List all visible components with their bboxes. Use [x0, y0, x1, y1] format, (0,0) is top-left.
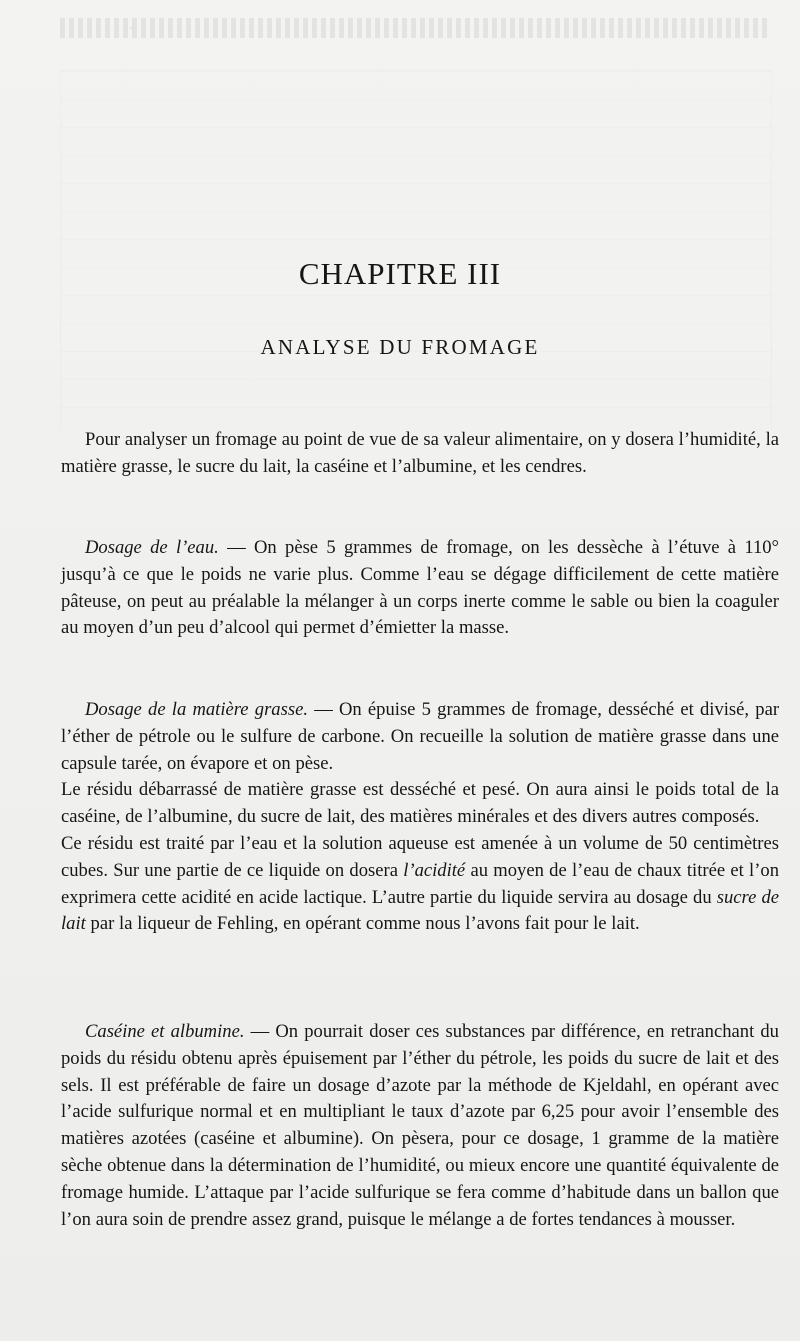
- intro-paragraph: Pour analyser un fromage au point de vue de sa valeur alimentaire, on y dosera l’humidité, la matière grasse, le sucre du lait, la caséine et l’albumine, et les cendres.: [61, 429, 779, 477]
- fat-dosage-heading: Dosage de la matière grasse.: [85, 699, 308, 720]
- water-dosage-paragraph: [61, 535, 779, 642]
- residue-paragraph-2-part-a: Ce résidu est traité par l’eau et la solution aqueuse est amenée à un volume de 50 centimètres cubes. Sur une partie de ce liquide on dosera: [61, 832, 779, 881]
- fat-dosage-block: [61, 697, 779, 938]
- show-through-table: [60, 70, 772, 431]
- show-through-header: [60, 18, 770, 38]
- casein-albumin-heading: Caséine et albumine.: [85, 1021, 245, 1042]
- milk-sugar-term: sucre de lait: [61, 886, 779, 935]
- residue-paragraph-2-part-e: par la liqueur de Fehling, en opérant comme nous l’avons fait pour le lait.: [85, 913, 640, 935]
- chapter-title: CHAPITRE III: [298, 256, 502, 291]
- section-title: ANALYSE DU FROMAGE: [260, 335, 540, 359]
- water-dosage-heading: Dosage de l’eau.: [85, 537, 219, 558]
- casein-albumin-body: — On pourrait doser ces substances par différence, en retranchant du poids du résidu obtenu après épuisement par l’éther du pétrole, les poids du sucre de lait et des sels. Il est préférable de faire un dosage d’azote par la méthode de Kjeldahl, en opérant avec l’acide sulfurique normal et en multipliant le taux d’azote par 6,25 pour avoir l’ensemble des matières azotées (caséine et albumine). On pèsera, pour ce dosage, 1 gramme de la matière sèche obtenue dans la détermination de l’humidité, ou mieux encore une quantité équivalente de fromage humide. L’attaque par l’acide sulfurique se fera comme d’habitude dans un ballon que l’on aura soin de prendre assez grand, puisque le mélange a de fortes tendances à mousser.: [61, 1021, 779, 1230]
- acidity-term: l’acidité: [403, 859, 466, 881]
- fat-dosage-body: — On épuise 5 grammes de fromage, desséché et divisé, par l’éther de pétrole ou le sulfure de carbone. On recueille la solution de matière grasse dans une capsule tarée, on évapore et on pèse.: [61, 699, 780, 774]
- casein-albumin-paragraph: [61, 1019, 779, 1233]
- residue-paragraph-2-part-c: au moyen de l’eau de chaux titrée et l’on exprimera cette acidité en acide lactique. L’autre partie du liquide servira au dosage du: [61, 859, 779, 908]
- residue-paragraph-1: Le résidu débarrassé de matière grasse est desséché et pesé. On aura ainsi le poids total de la caséine, de l’albumine, du sucre de lait, des matières minérales et des divers autres composés.: [61, 779, 779, 828]
- water-dosage-body: — On pèse 5 grammes de fromage, on les dessèche à l’étuve à 110° jusqu’à ce que le poids ne varie plus. Comme l’eau se dégage difficilement de cette matière pâteuse, on peut au préalable la mélanger à un corps inerte comme le sable ou bien la coaguler au moyen d’un peu d’alcool qui permet d’émietter la masse.: [61, 537, 779, 639]
